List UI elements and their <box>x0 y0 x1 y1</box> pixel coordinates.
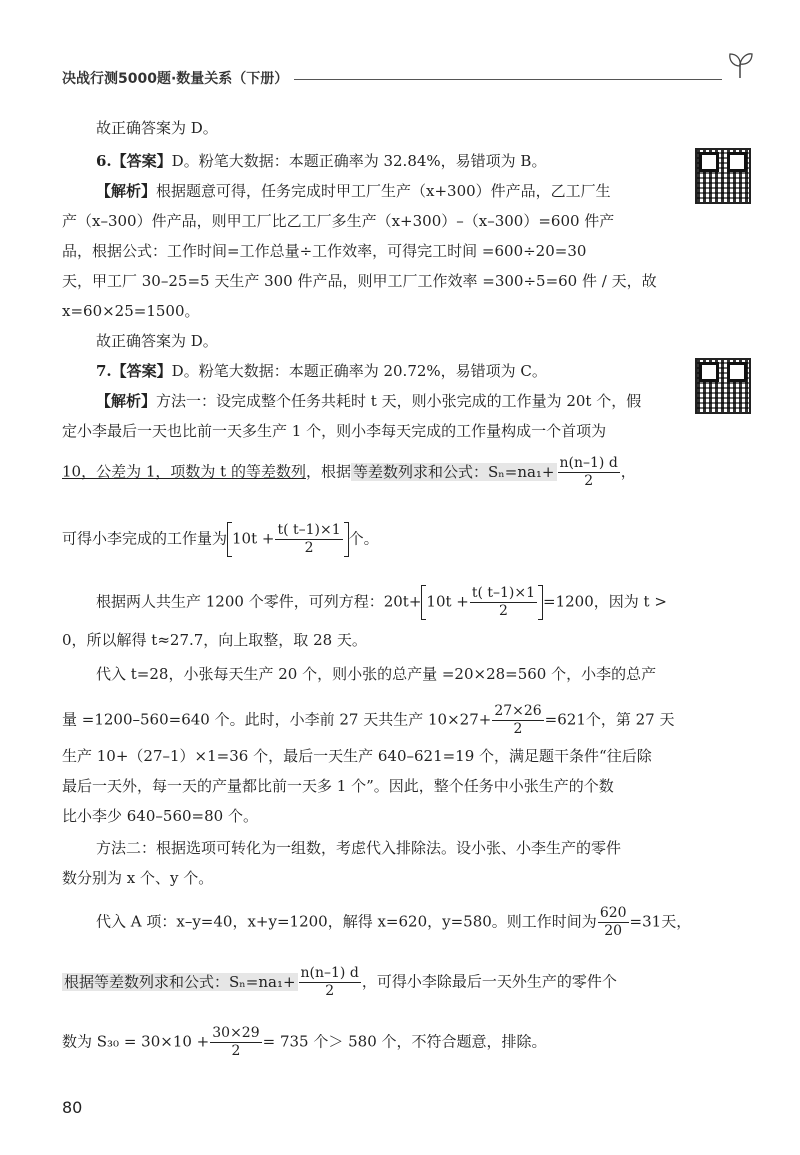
answer-line-q7 <box>96 361 674 381</box>
qr-code-icon[interactable] <box>695 358 751 414</box>
qr-code-icon[interactable] <box>695 148 751 204</box>
formula-text: 等差数列求和公式：Sₙ=na₁+ <box>352 462 555 481</box>
fraction-numerator: t( t–1)×1 <box>277 522 341 538</box>
text-line: 代入 t=28，小张每天生产 20 个，则小张的总产量 =20×28=560 个，小李的总产 <box>96 665 657 683</box>
text-span: 代入 A 项：x–y=40，x+y=1200，解得 x=620，y=580。则工作时间为 <box>96 912 597 931</box>
fraction-denominator: 2 <box>498 603 508 619</box>
text-line: 最后一天外，每一天的产量都比前一天多 1 个”。因此，整个任务中小张生产的个数 <box>62 777 614 795</box>
formula-text: 根据等差数列求和公式：Sₙ=na₁+ <box>64 972 296 991</box>
fraction <box>558 455 620 490</box>
fraction-denominator: 2 <box>304 540 314 556</box>
text-line: 天，甲工厂 30–25=5 天生产 300 件产品，则甲工厂工作效率 =300÷5=60 件 / 天，故 <box>62 272 657 290</box>
underlined-text: 10，公差为 1，项数为 t 的等差数列 <box>62 462 306 481</box>
fraction-denominator: 2 <box>231 1043 241 1059</box>
fraction-denominator: 2 <box>325 983 335 999</box>
bracket-expression <box>421 585 543 620</box>
fraction-numerator: 620 <box>599 905 627 921</box>
formula-line <box>62 455 674 490</box>
analysis-tag: 【解析】 <box>96 392 157 410</box>
analysis-text: 根据题意可得，任务完成时甲工厂生产（x+300）件产品，乙工厂生 <box>156 182 611 200</box>
text-span: =621个，第 27 天 <box>544 710 675 729</box>
text-span: 10t + <box>232 529 275 548</box>
fraction-numerator: 30×29 <box>212 1025 260 1041</box>
text-line: 故正确答案为 D。 <box>96 332 218 350</box>
text-span: =1200，因为 t > <box>543 592 667 611</box>
fraction-numerator: 27×26 <box>494 703 542 719</box>
formula-line <box>62 965 674 1000</box>
text-span: ，根据 <box>305 462 351 481</box>
text-span: 根据两人共生产 1200 个零件，可列方程：20t+ <box>96 592 422 611</box>
answer-text: D。粉笔大数据：本题正确率为 20.72%，易错项为 C。 <box>171 362 547 380</box>
page-number: 80 <box>62 1098 83 1117</box>
text-line: 故正确答案为 D。 <box>96 119 218 137</box>
fraction <box>210 1025 261 1060</box>
fraction <box>470 585 537 620</box>
fraction-denominator: 20 <box>604 923 623 939</box>
formula-line <box>96 905 692 940</box>
formula-line <box>62 703 674 738</box>
fraction-denominator: 2 <box>584 473 594 489</box>
fraction <box>598 905 629 940</box>
text-span: ，可得小李除最后一天外生产的零件个 <box>361 972 617 991</box>
text-line: 生产 10+（27–1）×1=36 个，最后一天生产 640–621=19 个，满足题干条件“往后除 <box>62 747 652 765</box>
formula-line <box>62 1025 674 1060</box>
answer-tag: 7.【答案】 <box>96 362 172 380</box>
answer-tag: 6.【答案】 <box>96 152 172 170</box>
text-span: 数为 S₃₀ = 30×10 + <box>62 1032 210 1051</box>
header-title: 决战行测5000题·数量关系（下册） <box>62 68 294 88</box>
fraction-numerator: n(n–1) d <box>559 455 618 471</box>
text-line: 产（x–300）件产品，则甲工厂比乙工厂多生产（x+300）–（x–300）=600 件产 <box>62 212 615 230</box>
text-line: 方法二：根据选项可转化为一组数，考虑代入排除法。设小张、小李生产的零件 <box>96 839 622 857</box>
text-span: =31天， <box>629 912 692 931</box>
text-span: = 735 个＞ 580 个，不符合题意，排除。 <box>262 1032 547 1051</box>
formula-line <box>96 585 674 620</box>
text-line: x=60×25=1500。 <box>62 302 200 320</box>
analysis-tag: 【解析】 <box>96 182 157 200</box>
fraction <box>492 703 543 738</box>
analysis-text: 方法一：设完成整个任务共耗时 t 天，则小张完成的工作量为 20t 个，假 <box>156 392 642 410</box>
text-span: ， <box>620 462 636 481</box>
running-header <box>62 68 722 90</box>
text-span: 个。 <box>348 529 379 548</box>
formula-line <box>62 522 674 557</box>
text-line: 数分别为 x 个、y 个。 <box>62 869 214 887</box>
analysis-line <box>96 391 674 411</box>
fraction <box>299 965 361 1000</box>
answer-line-q6 <box>96 151 674 171</box>
text-line: 0，所以解得 t≈27.7，向上取整，取 28 天。 <box>62 631 367 649</box>
bracket-expression <box>227 522 349 557</box>
answer-text: D。粉笔大数据：本题正确率为 32.84%，易错项为 B。 <box>171 152 547 170</box>
fraction-denominator: 2 <box>513 721 523 737</box>
fraction-numerator: n(n–1) d <box>300 965 359 981</box>
fraction <box>275 522 342 557</box>
text-span: 可得小李完成的工作量为 <box>62 529 228 548</box>
text-line: 定小李最后一天也比前一天多生产 1 个，则小李每天完成的工作量构成一个首项为 <box>62 422 607 440</box>
analysis-line <box>96 181 674 201</box>
sprout-icon <box>726 50 754 80</box>
text-span: 10t + <box>426 592 469 611</box>
text-span: 量 =1200–560=640 个。此时，小李前 27 天共生产 10×27+ <box>62 710 492 729</box>
text-line: 品，根据公式：工作时间=工作总量÷工作效率，可得完工时间 =600÷20=30 <box>62 242 587 260</box>
text-line: 比小李少 640–560=80 个。 <box>62 807 258 825</box>
fraction-numerator: t( t–1)×1 <box>471 585 536 601</box>
